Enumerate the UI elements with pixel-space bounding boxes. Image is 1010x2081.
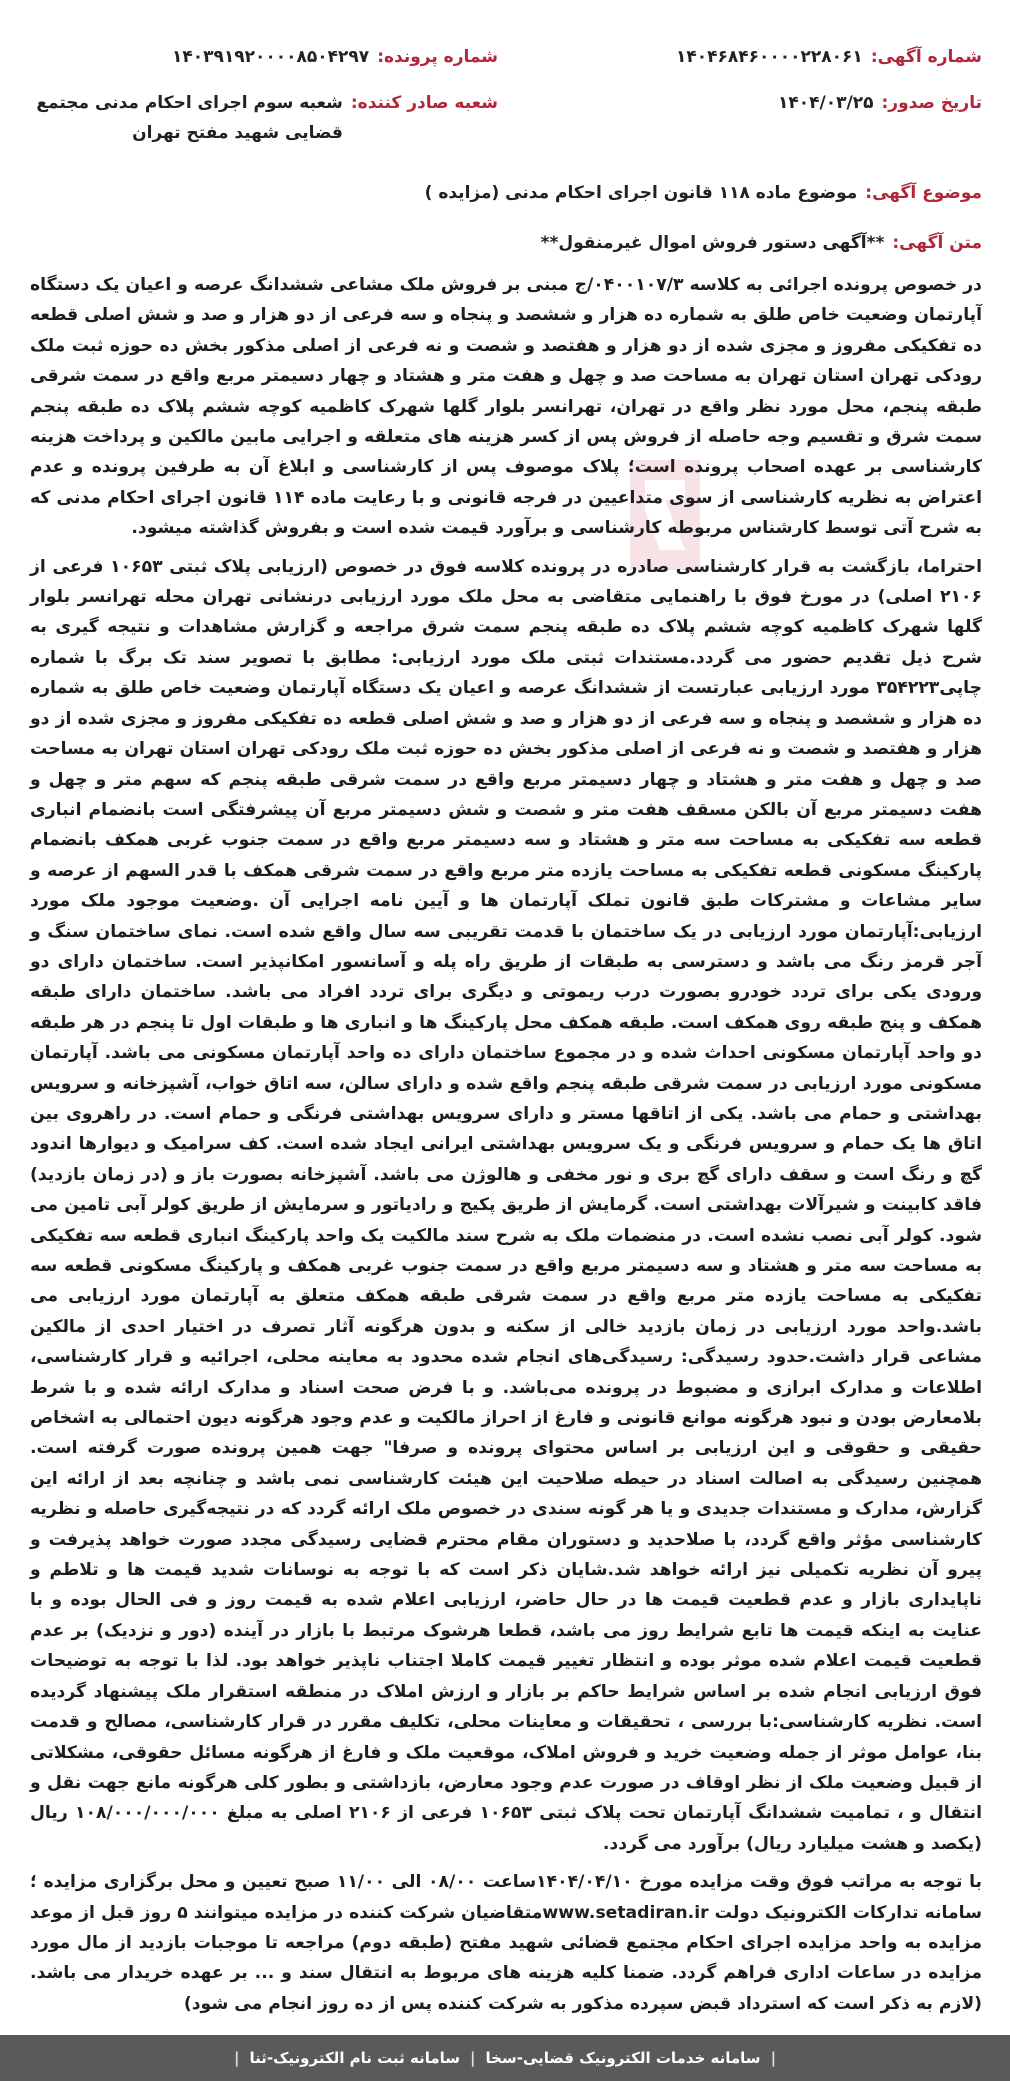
case-number-label: شماره پرونده:	[377, 47, 498, 67]
footer-separator-left: |	[233, 2049, 240, 2067]
header-row-1	[28, 42, 982, 72]
issuer-cell	[28, 88, 498, 148]
issue-date-label: تاریخ صدور:	[881, 93, 982, 113]
case-number: ۱۴۰۳۹۱۹۲۰۰۰۰۸۵۰۴۲۹۷	[172, 47, 370, 67]
text-title: **آگهی دستور فروش اموال غیرمنقول**	[540, 233, 885, 253]
notice-body	[30, 270, 982, 2027]
issuer: شعبه سوم اجرای احکام مدنی مجتمع قضایی شهید مفتح تهران	[36, 93, 343, 143]
body-paragraph-2: احتراما، بازگشت به قرار کارشناسی صادره در پرونده کلاسه فوق در خصوص (ارزیابی پلاک ثبتی ۱۰۶۵۳ فرعی از ۲۱۰۶ اصلی) در مورخ فوق با راهنمایی متقاضی به محل ملک مورد ارزیابی درنشانی تهران محله تهرانسر بلوار گلها شهرک کاظمیه کوچه ششم پلاک ده طبقه پنجم سمت شرق مراجعه و گزارش مشاهدات و نتیجه گیری به شرح ذیل تقدیم حضور می گردد.مستندات ثبتی ملک مورد ارزیابی: مطابق با تصویر سند تک برگ با شماره چاپی۳۵۴۲۲۳ مورد ارزیابی عبارتست از ششدانگ عرصه و اعیان یک دستگاه آپارتمان وضعیت خاص طلق به شماره ده هزار و ششصد و پنجاه و سه فرعی از دو هزار و صد و شش اصلی قطعه ده تفکیکی مفروز و مجزی شده از دو هزار و هفتصد و شصت و نه فرعی از اصلی مذکور بخش ده حوزه ثبت ملک رودکی تهران استان تهران به مساحت صد و چهل و هفت متر و هشتاد و چهار دسیمتر مربع واقع در سمت شرقی طبقه پنجم که سهم متر و چهل و هفت دسیمتر مربع آن بالکن مسقف هفت متر و شصت و شش دسیمتر مربع آن پیشرفتگی است بانضمام انباری قطعه سه تفکیکی به مساحت سه متر و هشتاد و سه دسیمتر مربع واقع در سمت جنوب غربی همکف بانضمام پارکینگ مسکونی قطعه تفکیکی به مساحت یازده متر مربع واقع در سمت شرقی همکف با قدر السهم از عرصه و سایر مشاعات و مشترکات طبق قانون تملک آپارتمان ها و آیین نامه اجرایی آن .وضعیت موجود ملک مورد ارزیابی:آپارتمان مورد ارزیابی در یک ساختمان با قدمت تقریبی سه سال واقع شده است. نمای ساختمان سنگ و آجر قرمز رنگ می باشد و دسترسی به طبقات از طریق راه پله و آسانسور امکانپذیر است. ساختمان دارای دو ورودی یکی برای تردد خودرو بصورت درب ریموتی و دیگری برای تردد افراد می باشد. ساختمان دارای طبقه همکف و پنج طبقه روی همکف است. طبقه همکف محل پارکینگ ها و انباری ها و طبقات اول تا پنجم در هر طبقه دو واحد آپارتمان مسکونی احداث شده و در مجموع ساختمان دارای ده واحد آپارتمان مسکونی می باشد. آپارتمان مسکونی مورد ارزیابی در سمت شرقی طبقه پنجم واقع شده و دارای سالن، سه اتاق خواب، آشپزخانه و سرویس بهداشتی و حمام می باشد. یکی از اتاقها مستر و دارای سرویس بهداشتی فرنگی و حمام است. در راهروی بین اتاق ها یک حمام و سرویس فرنگی و یک سرویس بهداشتی ایرانی ایجاد شده است. کف سرامیک و دیوارها اندود گچ و رنگ است و سقف دارای گچ بری و نور مخفی و هالوژن می باشد. آشپزخانه بصورت باز و (در زمان بازدید) فاقد کابینت و شیرآلات بهداشتی است. گرمایش از طریق پکیج و رادیاتور و سرمایش از طریق کولر آبی تامین می شود. کولر آبی نصب نشده است. در منضمات ملک به شرح سند مالکیت یک واحد پارکینگ انباری قطعه سه تفکیکی به مساحت سه متر و هشتاد و سه دسیمتر مربع واقع در سمت جنوب غربی همکف و پارکینگ مسکونی قطعه سه تفکیکی به مساحت یازده متر مربع واقع در سمت شرقی طبقه همکف متعلق به آپارتمان مورد ارزیابی می باشد.واحد مورد ارزیابی در زمان بازدید خالی از سکنه و بدون هرگونه آثار تصرف در اختیار احدی از مالکین مشاعی قرار داشت.حدود رسیدگی: رسیدگی‌های انجام شده محدود به معاینه محلی، اجرائیه و قرار کارشناسی، اطلاعات و مدارک ابرازی و مضبوط در پرونده می‌باشد. و با فرض صحت اسناد و مدارک ارائه شده و با شرط بلامعارض بودن و نبود هرگونه موانع قانونی و فارغ از احراز مالکیت و عدم وجود هرگونه دیون احتمالی به اشخاص حقیقی و حقوقی و این ارزیابی بر اساس محتوای پرونده و صرفا" جهت همین پرونده صورت گرفته است. همچنین رسیدگی به اصالت اسناد در حیطه صلاحیت این هیئت کارشناسی نمی باشد و چنانچه بعد از ارائه این گزارش، مدارک و مستندات جدیدی و یا هر گونه سندی در خصوص ملک ارائه گردد که در نتیجه‌گیری حاصله و نظریه کارشناسی مؤثر واقع گردد، با صلاحدید و دستوران مقام محترم قضایی رسیدگی مجدد صورت خواهد پذیرفت و پیرو آن نظریه تکمیلی نیز ارائه خواهد شد.شایان ذکر است که با توجه به نوسانات شدید قیمت ها و تلاطم و ناپایداری بازار و عدم قطعیت قیمت ها در حال حاضر، ارزیابی اعلام شده به قیمت روز و فی الحال بوده و با عنایت به اینکه قیمت ها تابع شرایط روز می باشد، قطعا هرشوک مرتبط با بازار در آینده (دور و نزدیک) بر عدم قطعیت قیمت اعلام شده موثر بوده و انتظار تغییر قیمت کاملا اجتناب ناپذیر خواهد بود. لذا با توجه به توضیحات فوق ارزیابی انجام شده بر اساس شرایط حاکم بر بازار و ارزش املاک در منطقه استقرار ملک پیشنهاد گردیده است. نظریه کارشناسی:با بررسی ، تحقیقات و معاینات محلی، تکلیف مقرر در قرار کارشناسی، مصالح و قدمت بنا، عوامل موثر از جمله وضعیت خرید و فروش املاک، موقعیت ملک و فارغ از هرگونه مسائل حقوقی، مشکلاتی از قبیل وضعیت ملک از نظر اوقاف در صورت عدم وجود معارض، بازداشتی و بطور کلی هرگونه مانع جهت نقل و انتقال و ، تمامیت ششدانگ آپارتمان تحت پلاک ثبتی ۱۰۶۵۳ فرعی از ۲۱۰۶ اصلی به مبلغ ۱۰۸/۰۰۰/۰۰۰/۰۰۰ ریال (یکصد و هشت میلیارد ریال) برآورد می گردد.	[30, 556, 982, 1854]
subject-label: موضوع آگهی:	[865, 183, 982, 203]
footer-bar	[0, 2035, 1010, 2081]
text-label: متن آگهی:	[892, 233, 982, 253]
case-number-cell	[28, 42, 498, 72]
issue-date-cell	[778, 88, 982, 118]
footer-link-sakha[interactable]: سامانه خدمات الکترونیک قضایی-سخا	[485, 2049, 761, 2067]
issue-date: ۱۴۰۴/۰۳/۲۵	[778, 93, 874, 113]
footer-separator-middle: |	[470, 2049, 476, 2067]
body-paragraph-1: در خصوص پرونده اجرائی به کلاسه ۰۴۰۰۱۰۷/۳/ج مبنی بر فروش ملک مشاعی ششدانگ عرصه و اعیان یک دستگاه آپارتمان وضعیت خاص طلق به شماره ده هزار و ششصد و پنجاه و سه فرعی از دو هزار و صد و شش اصلی قطعه ده تفکیکی مفروز و مجزی شده از دو هزار و هفتصد و شصت و نه فرعی از اصلی مذکور بخش ده حوزه ثبت ملک رودکی تهران استان تهران به مساحت صد و چهل و هفت متر و هشتاد و چهار دسیمتر مربع واقع در سمت شرقی طبقه پنجم، محل مورد نظر واقع در تهران، تهرانسر بلوار گلها شهرک کاظمیه کوچه ششم پلاک ده طبقه پنجم سمت شرق و تقسیم وجه حاصله از فروش پس از کسر هزینه های متعلقه و اجرایی مابین مالکین و پرداخت هزینه کارشناسی بر عهده اصحاب پرونده است؛ پلاک موصوف پس از کارشناسی و ابلاغ آن به طرفین پرونده و عدم اعتراض به نظریه کارشناسی از سوی متداعیین در فرجه قانونی و با رعایت ماده ۱۱۴ قانون اجرای احکام مدنی که به شرح آتی توسط کارشناس مربوطه کارشناسی و برآورد قیمت شده است و بفروش گذاشته میشود.	[30, 275, 983, 539]
subject-value: موضوع ماده ۱۱۸ قانون اجرای احکام مدنی (مزایده )	[424, 183, 858, 203]
header-row-2	[28, 88, 982, 148]
footer-separator-right: |	[770, 2049, 777, 2067]
ad-number-label: شماره آگهی:	[870, 47, 982, 67]
text-header-line	[28, 228, 982, 258]
body-paragraph-3: با توجه به مراتب فوق وقت مزایده مورخ ۱۴۰۴/۰۴/۱۰ساعت ۰۸/۰۰ الی ۱۱/۰۰ صبح تعیین و محل برگزاری مزایده ؛سامانه تدارکات الکترونیک دولت www.setadiran.irمتقاضیان شرکت کننده در مزایده میتوانند ۵ روز قبل از موعد مزایده به واحد مزایده اجرای احکام مجتمع قضائی شهید مفتح (طبقه دوم) مراجعه تا موجبات بازدید از مال مورد مزایده در ساعات اداری فراهم گردد. ضمنا کلیه هزینه های مربوط به انتقال سند و ... بر عهده خریدار می باشد.(لازم به ذکر است که استرداد قبض سپرده مذکور به شرکت کننده پس از ده روز انجام می شود)	[30, 1872, 982, 2014]
subject-line	[28, 178, 982, 208]
ad-number-cell	[676, 42, 982, 72]
footer-link-sana[interactable]: سامانه ثبت نام الکترونیک-ثنا	[249, 2049, 461, 2067]
issuer-label: شعبه صادر کننده:	[350, 93, 498, 113]
ad-number: ۱۴۰۴۶۸۴۶۰۰۰۰۲۲۸۰۶۱	[676, 47, 863, 67]
